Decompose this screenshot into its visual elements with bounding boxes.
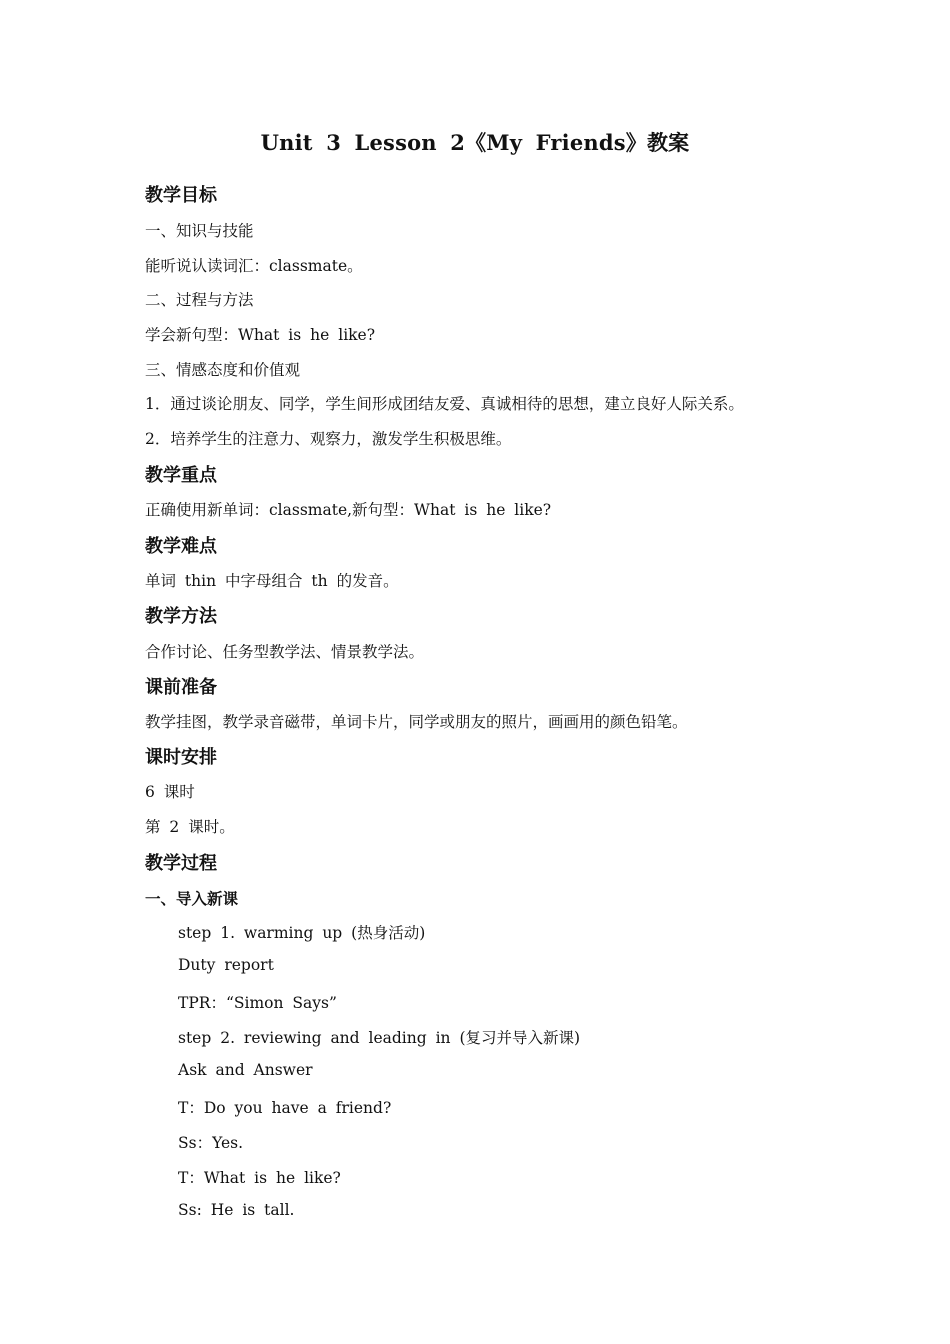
heading-schedule: 课时安排	[145, 747, 217, 768]
procedure-part-1-title: 一、导入新课	[145, 889, 239, 908]
heading-difficulties: 教学难点	[145, 536, 217, 557]
objectives-emotion-label: 三、情感态度和价值观	[145, 361, 301, 379]
document-title: Unit 3 Lesson 2《My Friends》教案	[260, 130, 690, 155]
heading-methods: 教学方法	[145, 606, 217, 627]
heading-key-points: 教学重点	[145, 465, 217, 486]
objectives-emotion-item-2: 2．培养学生的注意力、观察力，激发学生积极思维。	[145, 430, 512, 448]
procedure-line: TPR：“Simon Says”	[178, 994, 337, 1012]
methods-text: 合作讨论、任务型教学法、情景教学法。	[145, 643, 425, 661]
objectives-process-text: 学会新句型：What is he like?	[145, 326, 376, 344]
procedure-line: step 2. reviewing and leading in (复习并导入新课)	[178, 1029, 581, 1047]
difficulties-text: 单词 thin 中字母组合 th 的发音。	[145, 572, 399, 590]
preparation-text: 教学挂图，教学录音磁带，单词卡片，同学或朋友的照片，画画用的颜色铅笔。	[145, 713, 688, 731]
procedure-line: T：Do you have a friend?	[178, 1099, 392, 1117]
procedure-line: T：What is he like?	[178, 1169, 341, 1187]
heading-procedure: 教学过程	[145, 853, 217, 874]
schedule-current: 第 2 课时。	[145, 818, 235, 836]
heading-objectives: 教学目标	[145, 185, 217, 206]
procedure-line: step 1. warming up (热身活动)	[178, 924, 426, 942]
heading-preparation: 课前准备	[145, 677, 217, 698]
objectives-process-label: 二、过程与方法	[145, 291, 254, 309]
procedure-line: Ss: He is tall.	[178, 1201, 295, 1219]
objectives-emotion-item-1: 1．通过谈论朋友、同学，学生间形成团结友爱、真诚相待的思想，建立良好人际关系。	[145, 395, 744, 413]
procedure-line: Ss：Yes.	[178, 1134, 244, 1152]
key-points-text: 正确使用新单词：classmate,新句型：What is he like?	[145, 501, 552, 519]
procedure-line: Duty report	[178, 956, 274, 974]
objectives-knowledge-text: 能听说认读词汇：classmate。	[145, 257, 363, 275]
procedure-line: Ask and Answer	[178, 1061, 313, 1079]
schedule-total: 6 课时	[145, 783, 195, 801]
objectives-knowledge-label: 一、知识与技能	[145, 222, 254, 240]
